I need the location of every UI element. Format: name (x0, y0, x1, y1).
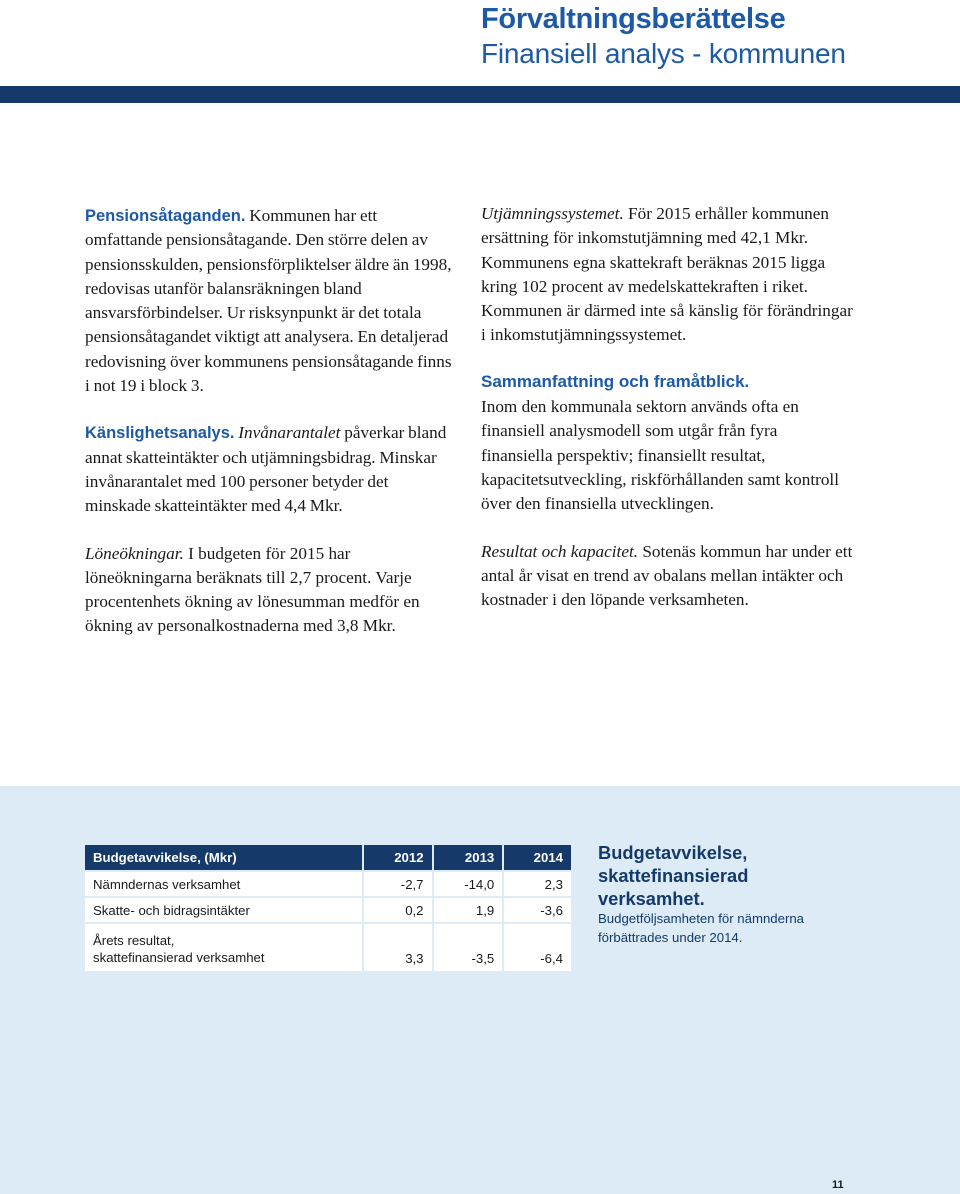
pension-text: Kommunen har ett omfattande pensionsåtagande. Den större delen av pensionsskulden, pensionsförpliktelser äldre än 1998, redovisas utanför balansräkningen bland ansvarsförbindelser. Ur risksynpunkt är det totala pensionsåtagandet viktigt att analysera. En detaljerad redovisning över kommunens pensionsåtagande finns i not 19 i block 3. (85, 206, 452, 396)
summary-text: Inom den kommunala sektorn används ofta en finansiell analysmodell som utgår från fyra finansiella perspektiv; finansiellt resultat, kapacitetsutveckling, riskförhållanden samt kontroll över den finansiella utvecklingen. (481, 397, 839, 514)
sensitivity-text: påverkar bland annat skatteintäkter och utjämningsbidrag. Minskar invånarantalet med 100 personer betyder det minskade skatteintäkter med 4,4 Mkr. (85, 423, 447, 516)
left-text-column (85, 204, 453, 662)
result-italic: Resultat och kapacitet. (481, 541, 639, 561)
page-number: 11 (832, 1179, 844, 1191)
table-row (85, 898, 571, 922)
row-value: -2,7 (364, 872, 434, 896)
summary-paragraph (481, 370, 853, 517)
table-header-2013: 2013 (434, 845, 505, 870)
row-value: -3,6 (504, 898, 571, 922)
table-row (85, 872, 571, 896)
sensitivity-lead: Känslighetsanalys. (85, 424, 235, 443)
budget-table (85, 843, 571, 973)
row-label: Skatte- och bidragsintäkter (85, 898, 364, 922)
row-value: -3,5 (434, 924, 505, 971)
header-divider-bar (0, 86, 960, 103)
sidebar-heading: Budgetavvikelse, skattefinansierad verksamhet. (598, 842, 749, 909)
table-header-2014: 2014 (504, 845, 571, 870)
row-label (85, 924, 364, 971)
table-row (85, 924, 571, 971)
row-label-line: skattefinansierad verksamhet (93, 950, 265, 965)
table-header-label: Budgetavvikelse, (Mkr) (85, 845, 364, 870)
equalization-italic: Utjämningssystemet. (481, 204, 624, 223)
equalization-paragraph (481, 202, 853, 348)
page-subtitle: Finansiell analys - kommunen (481, 38, 846, 69)
row-label: Nämndernas verksamhet (85, 872, 364, 896)
equalization-text: För 2015 erhåller kommunen ersättning för inkomstutjämning med 42,1 Mkr. Kommunens egna skattekraft beräknas 2015 ligga kring 102 procent av medelskattekraften i riket. Kommunen är därmed inte så känslig för förändringar i inkomstutjämningssystemet. (481, 204, 853, 345)
sidebar-text: Budgetföljsamheten för nämnderna förbättrades under 2014. (598, 911, 805, 945)
row-value: 2,3 (504, 872, 571, 896)
wages-text: I budgeten för 2015 har löneökningarna beräknats till 2,7 procent. Varje procentenhets ökning av lönesumman medför en ökning av personalkostnaderna med 3,8 Mkr. (85, 543, 420, 636)
table-header-2012: 2012 (364, 845, 434, 870)
sensitivity-italic: Invånarantalet (234, 423, 341, 443)
wages-paragraph (85, 542, 453, 639)
wages-italic: Löneökningar. (85, 543, 184, 563)
summary-heading: Sammanfattning och framåtblick. (481, 371, 750, 391)
sensitivity-paragraph (85, 421, 453, 518)
pension-paragraph (85, 204, 453, 398)
row-value: 0,2 (364, 898, 434, 922)
row-value: -14,0 (434, 872, 505, 896)
row-value: -6,4 (504, 924, 571, 971)
table-header-row (85, 845, 571, 870)
row-value: 1,9 (434, 898, 505, 922)
row-label-line: Årets resultat, (93, 933, 175, 948)
result-paragraph (481, 540, 853, 613)
pension-lead: Pensionsåtaganden. (85, 207, 246, 225)
page-title: Förvaltningsberättelse (481, 3, 786, 35)
result-text: Sotenäs kommun har under ett antal år visat en trend av obalans mellan intäkter och kostnader i den löpande verksamheten. (481, 541, 853, 610)
right-text-column (481, 202, 853, 635)
row-value: 3,3 (364, 924, 434, 971)
